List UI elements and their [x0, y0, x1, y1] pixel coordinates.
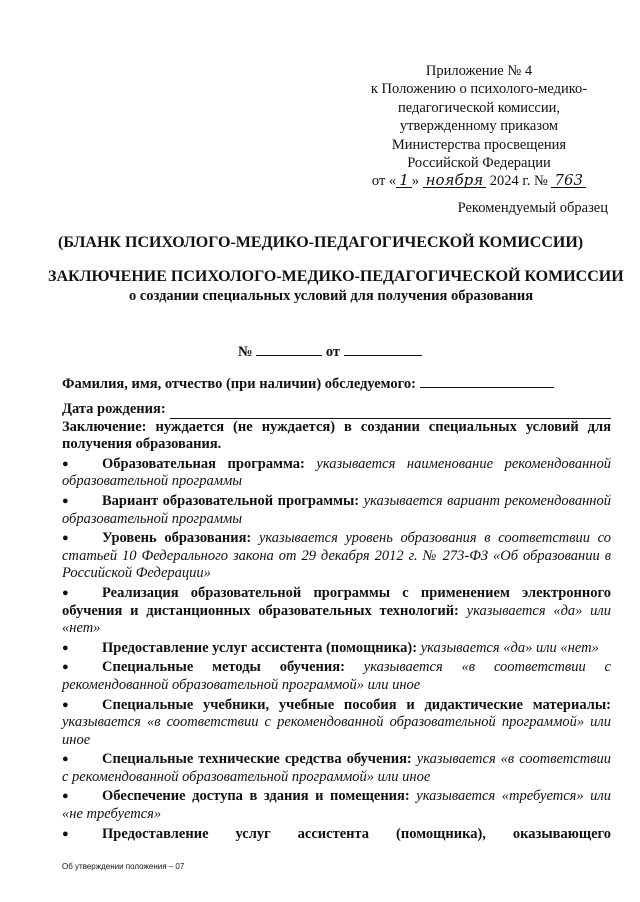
document-title: ЗАКЛЮЧЕНИЕ ПСИХОЛОГО-МЕДИКО-ПЕДАГОГИЧЕСКОЙ КОМИССИИ: [48, 268, 624, 285]
handwritten-month: ноября: [423, 173, 487, 188]
dob-blank: [170, 405, 611, 419]
dob-label: Дата рождения:: [62, 401, 166, 417]
fio-line: [62, 373, 554, 393]
bullet-icon: ●: [62, 586, 69, 599]
appendix-line: Российской Федерации: [407, 155, 551, 172]
order-date-line: от « 1 » ноября 2024 г. № 763: [350, 172, 608, 190]
number-label: №: [238, 344, 253, 360]
fio-blank: [420, 373, 554, 388]
number-blank: [256, 341, 322, 356]
blank-title: (БЛАНК ПСИХОЛОГО-МЕДИКО-ПЕДАГОГИЧЕСКОЙ КОМИССИИ): [58, 234, 584, 251]
list-item: ● Образовательная программа: указывается наименование рекомендованной образовательной программы: [62, 455, 611, 490]
document-body: [62, 401, 611, 843]
handwritten-day: 1: [396, 173, 412, 188]
list-item: ● Предоставление услуг ассистента (помощника): указывается «да» или «нет»: [62, 639, 599, 656]
recommended-sample-label: Рекомендуемый образец: [457, 200, 608, 216]
bullet-icon: ●: [62, 790, 69, 803]
list-item: ● Специальные учебники, учебные пособия и дидактические материалы: указывается «в соответствии с рекомендованной образовательной программой» или иное: [62, 696, 611, 748]
appendix-line: Министерства просвещения: [391, 136, 567, 153]
fio-label: Фамилия, имя, отчество (при наличии) обследуемого:: [62, 376, 416, 392]
from-label: от: [325, 344, 341, 360]
dob-line: [62, 401, 611, 419]
bullet-icon: ●: [62, 641, 69, 654]
appendix-line: утвержденному приказом: [399, 118, 559, 135]
list-item: ● Вариант образовательной программы: указывается вариант рекомендованной образовательной программы: [62, 492, 611, 527]
document-subtitle: о создании специальных условий для получения образования: [128, 288, 534, 304]
conclusion-text: Заключение: нуждается (не нуждается) в создании специальных условий для получения образования.: [62, 418, 611, 453]
appendix-line: Приложение № 4: [425, 63, 533, 79]
list-item: ● Предоставление услуг ассистента (помощника), оказывающего: [62, 825, 611, 842]
list-item: ● Уровень образования: указывается уровень образования в соответствии со статьей 10 Федерального закона от 29 декабря 2012 г. № 273-ФЗ «Об образовании в Российской Федерации»: [62, 530, 612, 582]
footer-note: Об утверждении положения – 07: [62, 862, 185, 871]
appendix-line: к Положению о психолого-медико-: [370, 81, 588, 98]
list-item: ● Специальные методы обучения: указывается «в соответствии с рекомендованной образовательной программой» или иное: [62, 659, 611, 693]
bullet-icon: ●: [62, 661, 69, 674]
bullet-icon: ●: [62, 698, 69, 711]
number-date-line: [238, 341, 422, 361]
handwritten-order-number: 763: [551, 173, 586, 188]
bullet-icon: ●: [62, 753, 69, 766]
list-item: ● Специальные технические средства обучения: указывается «в соответствии с рекомендованной образовательной программой» или иное: [62, 751, 611, 785]
date-blank: [344, 341, 422, 356]
appendix-line: педагогической комиссии,: [397, 99, 561, 116]
list-item: ● Обеспечение доступа в здания и помещения: указывается «требуется» или «не требуется»: [62, 788, 611, 823]
bullet-icon: ●: [62, 457, 69, 470]
bullet-icon: ●: [62, 532, 69, 545]
bullet-icon: ●: [62, 494, 69, 507]
bullet-icon: ●: [62, 827, 69, 840]
list-item: ● Реализация образовательной программы с применением электронного обучения и дистанционных образовательных технологий: указывается «да» или «нет»: [62, 584, 611, 637]
appendix-block: [350, 62, 608, 191]
